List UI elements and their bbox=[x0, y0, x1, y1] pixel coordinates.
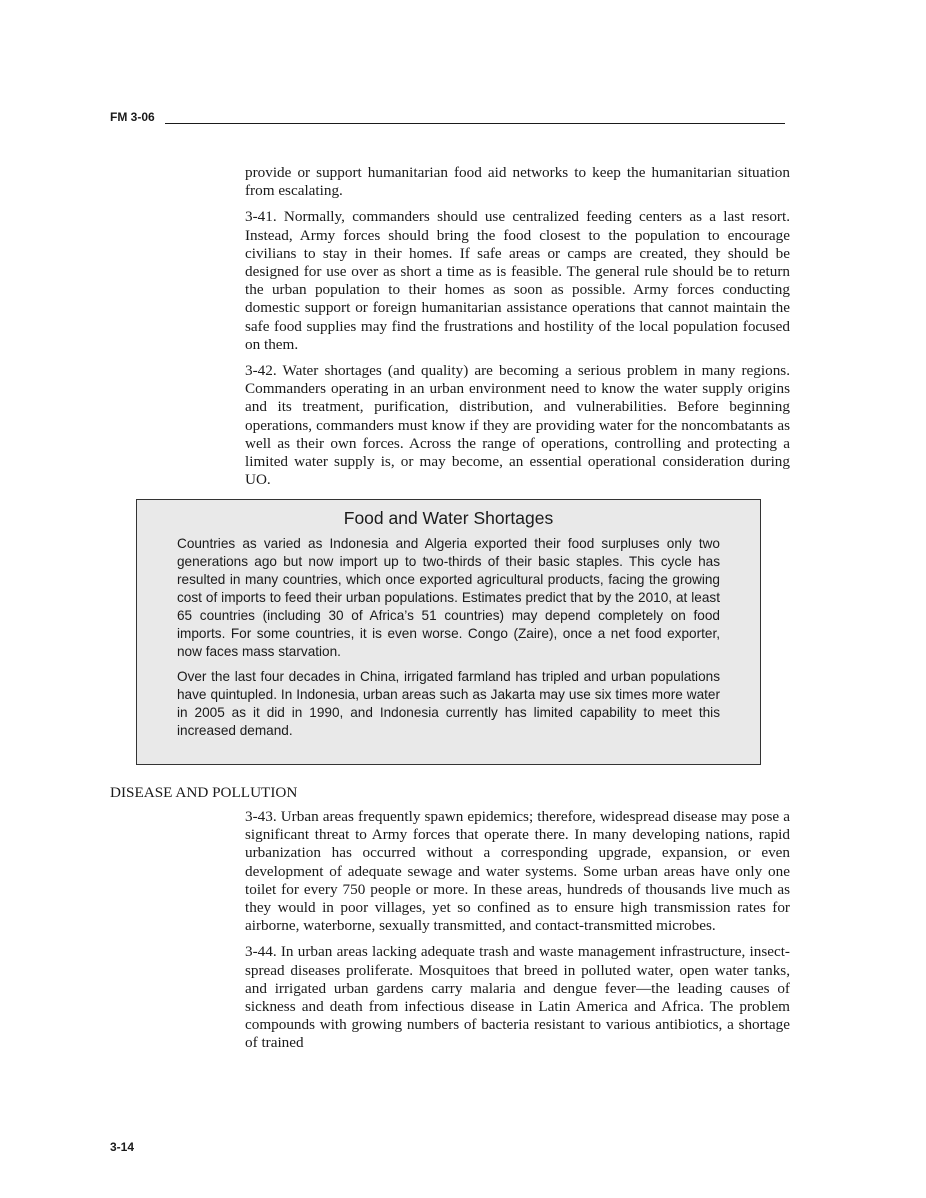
paragraph-3-42: 3-42. Water shortages (and quality) are becoming a serious problem in many regions. Commanders operating in an urban environment need to know the water supply origins and its treatment, purification, distribution, and vulnerabilities. Before beginning operations, commanders must know if they are providing water for the noncombatants as well as their own forces. Across the range of operations, controlling and protecting a limited water supply is, or may become, an essential operational consideration during UO. bbox=[245, 362, 790, 489]
manual-id: FM 3-06 bbox=[110, 110, 155, 124]
page-number: 3-14 bbox=[110, 1140, 135, 1154]
sidebar-paragraph: Countries as varied as Indonesia and Algeria exported their food surpluses only two generations ago but now import up to two-thirds of their basic staples. This cycle has resulted in many countries, which once exported agricultural products, facing the growing cost of imports to feed their urban populations. Estimates predict that by the 2010, at least 65 countries (including 30 of Africa’s 51 countries) may depend completely on food imports. For some countries, it is even worse. Congo (Zaire), once a net food exporter, now faces mass starvation. bbox=[177, 536, 720, 659]
paragraph-3-43: 3-43. Urban areas frequently spawn epidemics; therefore, widespread disease may pose a significant threat to Army forces that operate there. In many developing nations, rapid urbanization has occurred without a corresponding upgrade, expansion, or even development of adequate sewage and water systems. Some urban areas have only one toilet for every 750 people or more. In these areas, hundreds of thousands live much as they would in poor villages, yet so confined as to ensure high transmission rates for airborne, waterborne, sexually transmitted, and contact-transmitted microbes. bbox=[245, 808, 790, 935]
sidebar-title: Food and Water Shortages bbox=[343, 508, 554, 528]
top-body bbox=[245, 164, 790, 497]
sidebar-paragraph: Over the last four decades in China, irrigated farmland has tripled and urban populations have quintupled. In Indonesia, urban areas such as Jakarta may use six times more water in 2005 as it did in 1990, and Indonesia currently has limited capability to meet this increased demand. bbox=[177, 669, 720, 738]
paragraph-continuation: provide or support humanitarian food aid networks to keep the humanitarian situation from escalating. bbox=[245, 164, 790, 200]
paragraph-3-41: 3-41. Normally, commanders should use centralized feeding centers as a last resort. Instead, Army forces should bring the food closest to the population to encourage civilians to stay in their homes. If safe areas or camps are created, they should be designed for use over as short a time as is feasible. The general rule should be to return the urban population to their homes as soon as possible. Army forces conducting domestic support or foreign humanitarian assistance operations that cannot maintain the safe food supplies may find the frustrations and hostility of the local population focused on them. bbox=[245, 208, 790, 353]
paragraph-3-44: 3-44. In urban areas lacking adequate trash and waste management infrastructure, insect-spread diseases proliferate. Mosquitoes that breed in polluted water, open water tanks, and irrigated urban gardens carry malaria and dengue fever—the leading causes of sickness and death from infectious disease in Latin America and Africa. The problem compounds with growing numbers of bacteria resistant to various antibiotics, a shortage of trained bbox=[245, 943, 790, 1052]
header-rule bbox=[165, 123, 785, 124]
food-water-sidebar bbox=[136, 499, 761, 765]
section-heading: DISEASE AND POLLUTION bbox=[110, 784, 298, 801]
section-body bbox=[245, 808, 790, 1061]
